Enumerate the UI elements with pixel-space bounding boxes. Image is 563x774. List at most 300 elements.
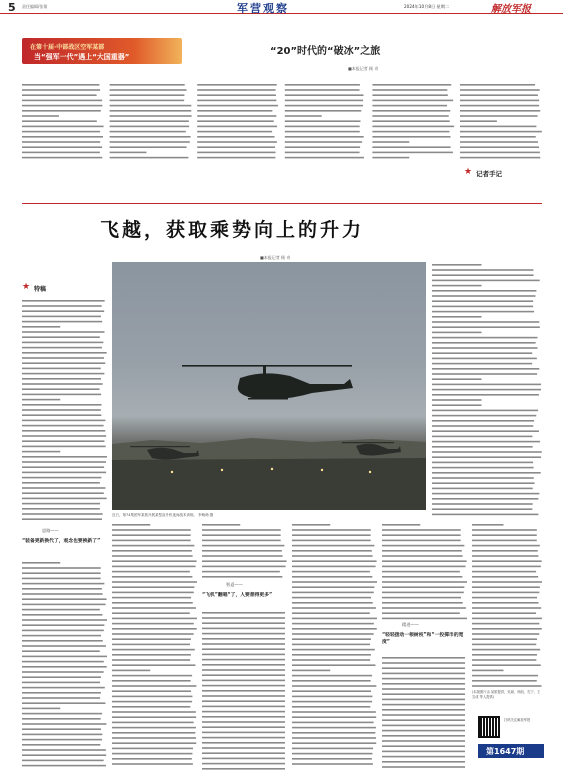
text-line bbox=[22, 141, 100, 143]
text-line bbox=[432, 342, 536, 344]
text-line bbox=[112, 529, 191, 531]
text-line bbox=[22, 152, 100, 154]
text-line bbox=[22, 692, 101, 694]
text-line bbox=[202, 664, 285, 666]
text-line bbox=[22, 136, 103, 138]
photo-caption: 近日，第74集团军某旅开展某型直升机夜间战术训练。 李萌萌 摄 bbox=[112, 513, 214, 517]
text-line bbox=[22, 656, 107, 658]
text-line bbox=[22, 336, 100, 338]
text-line bbox=[112, 618, 197, 620]
text-line bbox=[382, 560, 467, 562]
text-line bbox=[22, 666, 107, 668]
text-line bbox=[432, 456, 541, 458]
text-line bbox=[472, 638, 537, 640]
text-line bbox=[382, 657, 465, 659]
text-line bbox=[292, 524, 330, 526]
text-line bbox=[472, 592, 539, 594]
text-line bbox=[460, 131, 542, 133]
text-line bbox=[202, 566, 286, 568]
text-line bbox=[110, 157, 189, 159]
text-line bbox=[285, 157, 364, 159]
text-line bbox=[22, 430, 105, 432]
text-line bbox=[432, 269, 533, 271]
text-line bbox=[112, 685, 196, 687]
text-line bbox=[292, 623, 374, 625]
text-line bbox=[202, 576, 282, 578]
text-line bbox=[432, 332, 482, 334]
text-line bbox=[202, 752, 285, 754]
text-line bbox=[382, 704, 465, 706]
text-line bbox=[22, 718, 101, 720]
text-line bbox=[432, 436, 532, 438]
text-line bbox=[22, 425, 104, 427]
text-line bbox=[22, 624, 104, 626]
text-line bbox=[202, 721, 285, 723]
text-line bbox=[432, 404, 482, 406]
text-line bbox=[202, 643, 285, 645]
text-line bbox=[110, 100, 185, 102]
text-line bbox=[202, 540, 281, 542]
feature-tag-label: 特稿 bbox=[34, 286, 47, 293]
text-line bbox=[285, 115, 322, 117]
text-line bbox=[202, 695, 285, 697]
text-line bbox=[432, 300, 533, 302]
text-line bbox=[22, 614, 102, 616]
text-line bbox=[292, 748, 373, 750]
text-line bbox=[197, 89, 275, 91]
text-line bbox=[292, 628, 377, 630]
text-line bbox=[382, 555, 463, 557]
bottom-col3-text bbox=[202, 522, 287, 770]
text-line bbox=[472, 649, 540, 651]
text-line bbox=[292, 638, 371, 640]
sub3-title: “轻轻拨动一根树枝”和“一投掷币的宽度” bbox=[382, 633, 464, 645]
main-photo bbox=[112, 262, 426, 510]
text-line bbox=[202, 622, 285, 624]
text-line bbox=[112, 524, 150, 526]
text-line bbox=[22, 749, 106, 751]
text-line bbox=[460, 100, 539, 102]
text-line bbox=[292, 545, 374, 547]
text-line bbox=[22, 126, 104, 128]
star-icon: ★ bbox=[464, 167, 473, 177]
text-line bbox=[472, 566, 541, 568]
text-line bbox=[22, 487, 105, 489]
text-line bbox=[372, 110, 450, 112]
bottom-col4-text bbox=[292, 522, 377, 770]
text-line bbox=[432, 316, 482, 318]
text-line bbox=[110, 110, 192, 112]
text-line bbox=[382, 740, 465, 742]
text-line bbox=[202, 545, 284, 547]
text-line bbox=[292, 664, 375, 666]
text-line bbox=[22, 115, 59, 117]
text-line bbox=[22, 451, 60, 453]
text-line bbox=[22, 492, 104, 494]
text-line bbox=[197, 94, 276, 96]
text-line bbox=[22, 713, 102, 715]
text-line bbox=[112, 675, 192, 677]
text-line bbox=[472, 659, 536, 661]
text-line bbox=[382, 534, 461, 536]
text-line bbox=[112, 670, 150, 672]
text-line bbox=[112, 550, 192, 552]
text-line bbox=[202, 612, 285, 614]
text-line bbox=[22, 518, 102, 520]
text-line bbox=[197, 146, 275, 148]
newspaper-logo: 解放军报 bbox=[491, 4, 531, 15]
text-line bbox=[22, 598, 107, 600]
text-line bbox=[22, 739, 102, 741]
text-line bbox=[112, 701, 192, 703]
text-line bbox=[472, 628, 542, 630]
text-line bbox=[112, 737, 196, 739]
text-line bbox=[22, 357, 104, 359]
text-line bbox=[472, 607, 541, 609]
text-line bbox=[432, 508, 532, 510]
issue-label: 第1647期 bbox=[486, 747, 525, 756]
text-line bbox=[22, 89, 100, 91]
text-line bbox=[292, 706, 370, 708]
text-line bbox=[110, 105, 192, 107]
text-line bbox=[292, 586, 374, 588]
text-line bbox=[432, 295, 536, 297]
text-line bbox=[112, 560, 197, 562]
text-line bbox=[110, 120, 189, 122]
text-line bbox=[22, 650, 100, 652]
text-line bbox=[292, 675, 372, 677]
editor-tag: 责任编辑/张翔 bbox=[22, 4, 48, 9]
feature1-title: “20”时代的“破冰”之旅 bbox=[270, 46, 381, 57]
text-line bbox=[382, 756, 465, 758]
text-line bbox=[432, 358, 537, 360]
text-line bbox=[460, 136, 536, 138]
text-line bbox=[22, 305, 102, 307]
text-line bbox=[197, 141, 277, 143]
text-line bbox=[285, 94, 364, 96]
text-line bbox=[460, 157, 540, 159]
text-line bbox=[472, 597, 537, 599]
text-line bbox=[432, 503, 533, 505]
text-line bbox=[112, 581, 197, 583]
text-line bbox=[22, 146, 102, 148]
text-line bbox=[472, 550, 538, 552]
text-line bbox=[432, 425, 533, 427]
text-line bbox=[472, 664, 541, 666]
text-line bbox=[22, 498, 107, 500]
text-line bbox=[432, 488, 533, 490]
qr-code[interactable] bbox=[478, 716, 500, 738]
text-line bbox=[432, 441, 540, 443]
text-line bbox=[22, 131, 100, 133]
text-line bbox=[22, 635, 101, 637]
text-line bbox=[472, 576, 538, 578]
text-line bbox=[472, 618, 542, 620]
text-line bbox=[432, 347, 538, 349]
text-line bbox=[292, 633, 374, 635]
text-line bbox=[285, 89, 360, 91]
banner-line-2: 当“强军一代”遇上“大国重器” bbox=[34, 53, 130, 61]
text-line bbox=[472, 680, 537, 682]
bottom-col4-lines bbox=[292, 522, 377, 770]
bottom-col2-text bbox=[112, 522, 197, 770]
text-line bbox=[432, 274, 534, 276]
text-line bbox=[22, 100, 102, 102]
text-line bbox=[202, 690, 285, 692]
text-line bbox=[432, 472, 541, 474]
text-line bbox=[22, 461, 106, 463]
text-line bbox=[112, 602, 193, 604]
text-line bbox=[382, 688, 465, 690]
text-line bbox=[202, 617, 285, 619]
bottom-col2-lines bbox=[112, 522, 197, 770]
text-line bbox=[285, 126, 360, 128]
right-column-text bbox=[432, 262, 542, 520]
text-line bbox=[112, 706, 190, 708]
text-line bbox=[22, 702, 105, 704]
text-line bbox=[112, 722, 194, 724]
text-line bbox=[432, 430, 539, 432]
text-line bbox=[382, 719, 465, 721]
text-line bbox=[432, 482, 535, 484]
text-line bbox=[292, 597, 371, 599]
feature1-byline: ■本报记者 顾 奇 bbox=[348, 66, 379, 71]
star-icon: ★ bbox=[22, 282, 31, 292]
text-line bbox=[112, 711, 196, 713]
text-line bbox=[472, 612, 536, 614]
text-line bbox=[432, 410, 538, 412]
text-line bbox=[112, 753, 192, 755]
text-line bbox=[382, 766, 465, 768]
text-line bbox=[372, 146, 450, 148]
text-line bbox=[372, 136, 450, 138]
text-line bbox=[285, 105, 363, 107]
text-line bbox=[202, 737, 285, 739]
text-line bbox=[432, 264, 482, 266]
text-line bbox=[22, 588, 102, 590]
text-line bbox=[197, 105, 278, 107]
text-line bbox=[382, 602, 463, 604]
text-line bbox=[22, 697, 100, 699]
text-line bbox=[382, 683, 465, 685]
text-line bbox=[372, 131, 449, 133]
text-line bbox=[382, 571, 460, 573]
text-line bbox=[202, 628, 285, 630]
text-line bbox=[22, 572, 101, 574]
text-line bbox=[292, 592, 374, 594]
right-text-lines bbox=[432, 262, 542, 520]
text-line bbox=[112, 690, 191, 692]
text-line bbox=[460, 120, 497, 122]
text-line bbox=[432, 352, 532, 354]
text-line bbox=[432, 384, 541, 386]
text-line bbox=[382, 576, 462, 578]
text-line bbox=[432, 399, 482, 401]
text-line bbox=[197, 157, 275, 159]
text-line bbox=[22, 619, 107, 621]
text-line bbox=[112, 638, 191, 640]
text-line bbox=[22, 723, 106, 725]
text-line bbox=[22, 352, 107, 354]
text-line bbox=[202, 680, 285, 682]
text-line bbox=[110, 131, 186, 133]
text-line bbox=[292, 555, 373, 557]
feature-banner bbox=[22, 38, 182, 64]
text-line bbox=[292, 534, 371, 536]
text-line bbox=[22, 583, 104, 585]
text-line bbox=[432, 311, 534, 313]
note-title: 记者手记 bbox=[476, 170, 502, 178]
text-line bbox=[22, 414, 101, 416]
text-line bbox=[22, 362, 105, 364]
text-line bbox=[285, 131, 360, 133]
text-line bbox=[292, 701, 372, 703]
text-line bbox=[432, 373, 537, 375]
text-line bbox=[112, 576, 192, 578]
text-line bbox=[432, 477, 534, 479]
text-line bbox=[285, 152, 360, 154]
text-line bbox=[372, 120, 449, 122]
text-line bbox=[292, 529, 371, 531]
text-line bbox=[292, 659, 370, 661]
text-line bbox=[112, 623, 194, 625]
text-line bbox=[432, 285, 482, 287]
text-line bbox=[472, 654, 537, 656]
text-line bbox=[432, 321, 539, 323]
text-line bbox=[197, 152, 275, 154]
text-line bbox=[292, 685, 376, 687]
text-line bbox=[472, 644, 536, 646]
section-title: 军营观察 bbox=[237, 2, 289, 15]
text-line bbox=[112, 716, 196, 718]
text-line bbox=[382, 735, 465, 737]
text-line bbox=[112, 742, 196, 744]
text-line bbox=[382, 725, 465, 727]
text-line bbox=[22, 373, 104, 375]
text-line bbox=[382, 667, 465, 669]
text-line bbox=[460, 126, 536, 128]
text-line bbox=[372, 105, 447, 107]
text-line bbox=[197, 100, 276, 102]
text-line bbox=[22, 321, 102, 323]
text-line bbox=[292, 560, 377, 562]
text-line bbox=[112, 607, 196, 609]
text-line bbox=[202, 706, 285, 708]
text-line bbox=[460, 110, 540, 112]
text-line bbox=[112, 664, 195, 666]
text-line bbox=[112, 644, 190, 646]
text-line bbox=[472, 545, 540, 547]
text-line bbox=[197, 126, 277, 128]
text-line bbox=[22, 394, 101, 396]
text-line bbox=[285, 146, 360, 148]
text-line bbox=[382, 745, 465, 747]
text-line bbox=[292, 550, 372, 552]
text-line bbox=[472, 602, 538, 604]
text-line bbox=[22, 734, 102, 736]
text-line bbox=[432, 394, 539, 396]
text-line bbox=[202, 638, 285, 640]
text-line bbox=[432, 363, 532, 365]
text-line bbox=[292, 654, 371, 656]
text-line bbox=[202, 747, 285, 749]
text-line bbox=[292, 696, 372, 698]
text-line bbox=[432, 446, 533, 448]
text-line bbox=[285, 136, 364, 138]
text-line bbox=[432, 389, 541, 391]
text-line bbox=[110, 115, 192, 117]
text-line bbox=[432, 451, 542, 453]
text-line bbox=[460, 94, 538, 96]
text-line bbox=[292, 690, 371, 692]
helicopter-photo bbox=[112, 262, 426, 510]
text-line bbox=[292, 576, 372, 578]
text-line bbox=[432, 514, 538, 516]
text-line bbox=[197, 115, 276, 117]
text-line bbox=[432, 337, 537, 339]
text-line bbox=[22, 409, 101, 411]
text-line bbox=[112, 592, 194, 594]
text-line bbox=[112, 732, 195, 734]
text-line bbox=[372, 89, 447, 91]
text-line bbox=[432, 290, 536, 292]
text-line bbox=[22, 110, 101, 112]
qr-label: 扫码关注解放军报 bbox=[504, 718, 531, 722]
text-line bbox=[472, 529, 537, 531]
text-line bbox=[202, 560, 287, 562]
text-line bbox=[472, 560, 542, 562]
text-line bbox=[22, 404, 102, 406]
text-line bbox=[292, 618, 377, 620]
text-line bbox=[382, 761, 465, 763]
text-line bbox=[22, 84, 99, 86]
banner-line-1: 在第十届·中部战区空军某部 bbox=[30, 44, 105, 51]
text-line bbox=[292, 680, 371, 682]
text-line bbox=[112, 654, 191, 656]
text-line bbox=[22, 682, 100, 684]
text-line bbox=[285, 120, 361, 122]
text-line bbox=[112, 748, 193, 750]
text-line bbox=[22, 760, 104, 762]
text-line bbox=[292, 727, 376, 729]
text-line bbox=[202, 633, 285, 635]
text-line bbox=[460, 115, 538, 117]
text-line bbox=[382, 524, 420, 526]
text-line bbox=[202, 524, 240, 526]
bottom-col3-lines bbox=[202, 522, 287, 770]
text-line bbox=[372, 115, 448, 117]
text-line bbox=[22, 105, 102, 107]
text-line bbox=[197, 84, 277, 86]
text-line bbox=[112, 566, 196, 568]
divider-top bbox=[22, 203, 542, 204]
text-line bbox=[22, 472, 106, 474]
note-heading bbox=[464, 168, 544, 180]
text-line bbox=[202, 674, 285, 676]
text-line bbox=[292, 737, 376, 739]
text-line bbox=[22, 503, 100, 505]
text-line bbox=[22, 378, 101, 380]
text-line bbox=[285, 100, 363, 102]
text-line bbox=[202, 758, 285, 760]
text-line bbox=[22, 388, 100, 390]
text-line bbox=[112, 696, 192, 698]
text-line bbox=[382, 751, 465, 753]
bottom-col6-text bbox=[472, 522, 542, 690]
text-line bbox=[112, 555, 193, 557]
text-line bbox=[472, 571, 536, 573]
text-line bbox=[382, 581, 467, 583]
